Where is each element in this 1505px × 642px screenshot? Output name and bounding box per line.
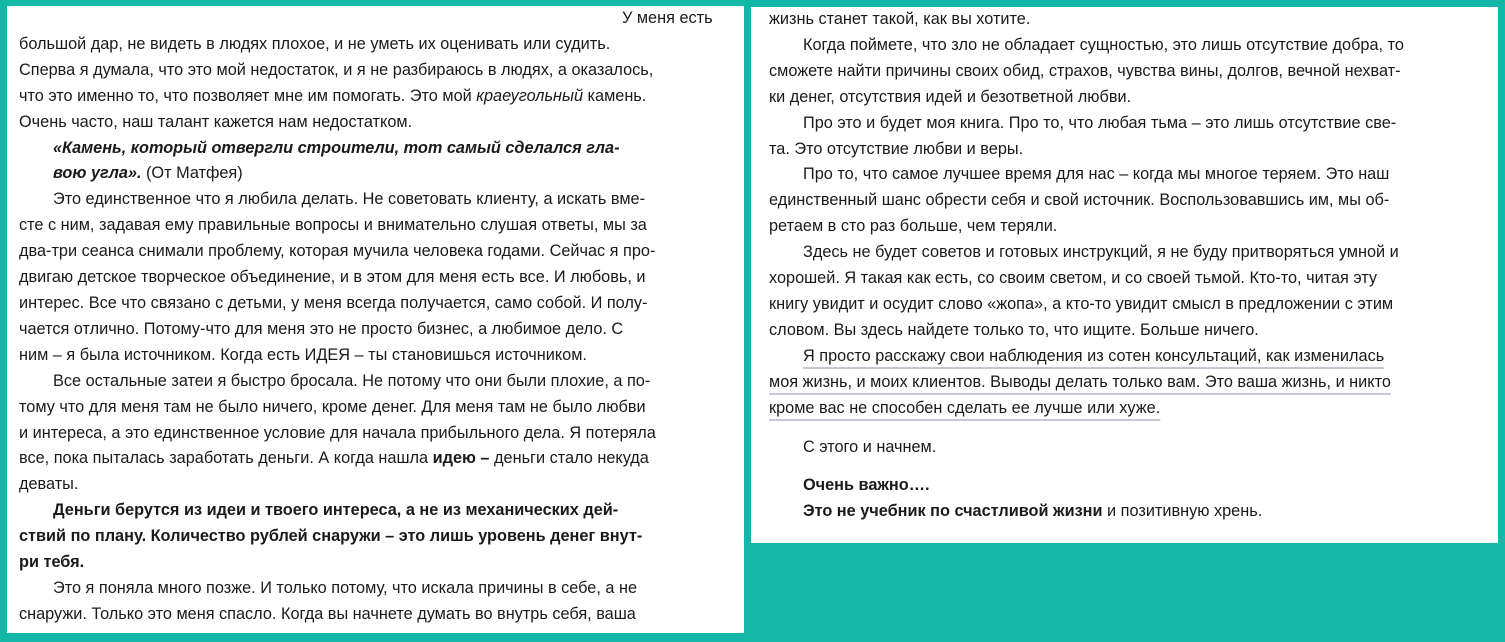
text-run: и позитивную хрень.	[1107, 502, 1263, 521]
text-line: Здесь не будет советов и готовых инструкций, я не буду притворяться умной и	[803, 243, 1399, 262]
text-run: деньги стало некуда	[494, 449, 649, 468]
text-line: Сперва я думала, что это мой недостаток, и я не разбираюсь в людях, а оказалось,	[19, 60, 654, 79]
text-line: большой дар, не видеть в людях плохое, и не уметь их оценивать или судить.	[19, 34, 611, 53]
text-line: Про это и будет моя книга. Про то, что любая тьма – это лишь отсутствие све-	[803, 113, 1397, 132]
text-line: ки денег, отсутствия идей и безответной любви.	[769, 87, 1132, 106]
text-line: С этого и начнем.	[803, 437, 937, 456]
text-line	[19, 446, 732, 472]
left-page	[7, 6, 744, 633]
text-line: чается отлично. Потому-что для меня это не просто бизнес, а любимое дело. С	[19, 319, 624, 338]
text-run: все, пока пыталась заработать деньги. А когда нашла	[19, 449, 429, 468]
text-run: камень.	[587, 86, 647, 105]
text-line: и интереса, а это единственное условие для начала прибыльного дела. Я потеряла	[19, 423, 656, 442]
text-line: ним – я была источником. Когда есть ИДЕЯ – ты становишься источником.	[19, 345, 587, 364]
underlined-line	[769, 344, 1480, 370]
italic-word: краеугольный	[476, 86, 583, 105]
text-line: двигаю детское творческое объединение, и в этом для меня есть все. И любовь, и	[19, 268, 646, 287]
emphasis-line: ри тебя.	[19, 553, 85, 572]
text-line: У меня есть	[622, 9, 713, 27]
text-line: хорошей. Я такая как есть, со своим светом, и со своей тьмой. Кто-то, читая эту	[769, 269, 1378, 288]
text-line: единственный шанс обрести себя и свой источник. Воспользовавшись им, мы об-	[769, 191, 1390, 210]
heading-line: Очень важно….	[803, 476, 930, 495]
quote-line: «Камень, который отвергли строители, тот самый сделался гла-	[53, 138, 620, 157]
text-line	[769, 499, 1480, 525]
right-page	[751, 7, 1498, 543]
text-line: два-три сеанса снимали проблему, которая мучила человека годами. Сейчас я про-	[19, 242, 656, 261]
paragraph-gap	[769, 422, 1480, 435]
text-line: Очень часто, наш талант кажется нам недостатком.	[19, 112, 413, 131]
quote-text: вою угла».	[53, 164, 142, 183]
text-line: интерес. Все что связано с детьми, у меня всегда получается, само собой. И полу-	[19, 293, 648, 312]
text-line	[19, 84, 732, 110]
underlined-line	[769, 396, 1480, 422]
paragraph-gap	[769, 460, 1480, 473]
text-line: Про то, что самое лучшее время для нас – когда мы многое теряем. Это наш	[803, 165, 1390, 184]
text-line: деваты.	[19, 475, 79, 494]
text-line: Это я поняла много позже. И только потому, что искала причины в себе, а не	[53, 578, 638, 597]
underlined-text: кроме вас не способен сделать ее лучше или хуже.	[769, 398, 1161, 417]
text-line: словом. Вы здесь найдете только то, что ищите. Больше ничего.	[769, 320, 1259, 339]
emphasis-line: ствий по плану. Количество рублей снаружи – это лишь уровень денег внут-	[19, 527, 643, 546]
text-line: жизнь станет такой, как вы хотите.	[769, 10, 1031, 28]
quote-source: (От Матфея)	[146, 164, 243, 183]
bold-word: идею –	[432, 449, 490, 468]
text-line: Это единственное что я любила делать. Не советовать клиенту, а искать вме-	[53, 190, 646, 209]
underlined-text: Я просто расскажу свои наблюдения из сотен консультаций, как изменилась	[803, 346, 1385, 365]
text-line: та. Это отсутствие любви и веры.	[769, 139, 1024, 158]
text-line: снаружи. Только это меня спасло. Когда вы начнете думать во внутрь себя, ваша	[19, 604, 636, 623]
text-line: Все остальные затеи я быстро бросала. Не потому что они были плохие, а по-	[53, 371, 651, 390]
text-line: сможете найти причины своих обид, страхов, чувства вины, долгов, вечной нехват-	[769, 61, 1401, 80]
underlined-line	[769, 370, 1480, 396]
quote-line	[19, 161, 732, 187]
bold-text: Это не учебник по счастливой жизни	[803, 502, 1103, 521]
text-line: книгу увидит и осудит слово «жопа», а кто-то увидит смысл в предложении с этим	[769, 294, 1394, 313]
emphasis-line: Деньги берутся из идеи и твоего интереса, а не из механических дей-	[53, 501, 619, 520]
text-line: сте с ним, задавая ему правильные вопросы и внимательно слушая ответы, мы за	[19, 216, 647, 235]
text-run: что это именно то, что позволяет мне им помогать. Это мой	[19, 86, 472, 105]
text-line: Когда поймете, что зло не обладает сущностью, это лишь отсутствие добра, то	[803, 35, 1404, 54]
underlined-text: моя жизнь, и моих клиентов. Выводы делать только вам. Это ваша жизнь, и никто	[769, 372, 1391, 391]
text-line: ретаем в сто раз больше, чем теряли.	[769, 217, 1058, 236]
text-line: тому что для меня там не было ничего, кроме денег. Для меня там не было любви	[19, 397, 646, 416]
